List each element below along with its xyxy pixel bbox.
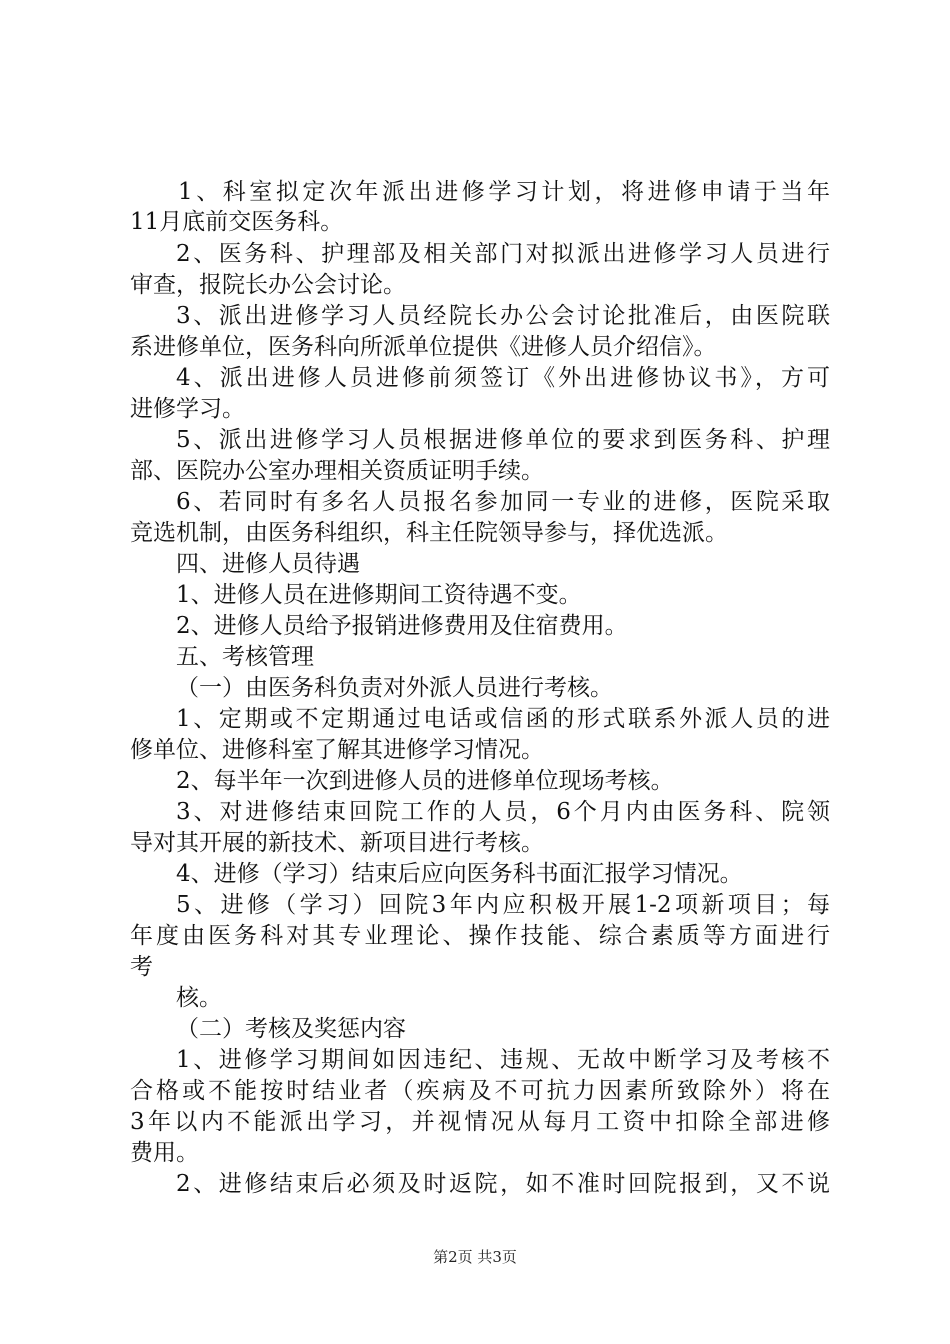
- section-heading: 四、进修人员待遇: [176, 551, 360, 577]
- paragraph-line: 竞选机制，由医务科组织，科主任院领导参与，择优选派。: [130, 520, 728, 546]
- paragraph-line: 部、医院办公室办理相关资质证明手续。: [130, 458, 544, 484]
- paragraph-line: 2、进修人员给予报销进修费用及住宿费用。: [176, 613, 628, 639]
- paragraph-line: 考: [130, 954, 153, 980]
- subsection-heading: （一）由医务科负责对外派人员进行考核。: [176, 675, 613, 701]
- paragraph-line: 年度由医务科对其专业理论、操作技能、综合素质等方面进行: [130, 923, 830, 949]
- subsection-heading: （二）考核及奖惩内容: [176, 1016, 406, 1042]
- paragraph-line: 4、派出进修人员进修前须签订《外出进修协议书》，方可: [176, 365, 830, 391]
- paragraph-line: 5、派出进修学习人员根据进修单位的要求到医务科、护理: [176, 427, 830, 453]
- section-heading: 五、考核管理: [176, 644, 314, 670]
- paragraph-line: 2、进修结束后必须及时返院，如不准时回院报到，又不说: [176, 1171, 830, 1197]
- paragraph-line: 6、若同时有多名人员报名参加同一专业的进修，医院采取: [176, 489, 830, 515]
- paragraph-line: 1、进修人员在进修期间工资待遇不变。: [176, 582, 582, 608]
- paragraph-line: 4、进修（学习）结束后应向医务科书面汇报学习情况。: [176, 861, 743, 887]
- paragraph-line: 5、进修（学习）回院3年内应积极开展1-2项新项目；每: [176, 892, 830, 918]
- paragraph-line: 核。: [176, 985, 222, 1011]
- paragraph-line: 费用。: [130, 1140, 199, 1166]
- paragraph-line: 导对其开展的新技术、新项目进行考核。: [130, 830, 544, 856]
- paragraph-line: 3、对进修结束回院工作的人员，6个月内由医务科、院领: [176, 799, 830, 825]
- paragraph-line: 1、科室拟定次年派出进修学习计划，将进修申请于当年: [178, 179, 830, 205]
- paragraph-line: 进修学习。: [130, 396, 245, 422]
- paragraph-line: 系进修单位，医务科向所派单位提供《进修人员介绍信》。: [130, 334, 717, 360]
- paragraph-line: 2、医务科、护理部及相关部门对拟派出进修学习人员进行: [176, 241, 830, 267]
- paragraph-line: 2、每半年一次到进修人员的进修单位现场考核。: [176, 768, 674, 794]
- paragraph-line: 1、进修学习期间如因违纪、违规、无故中断学习及考核不: [176, 1047, 830, 1073]
- paragraph-line: 1、定期或不定期通过电话或信函的形式联系外派人员的进: [176, 706, 830, 732]
- paragraph-line: 11月底前交医务科。: [130, 209, 344, 235]
- paragraph-line: 3、派出进修学习人员经院长办公会讨论批准后，由医院联: [176, 303, 830, 329]
- paragraph-line: 审查，报院长办公会讨论。: [130, 272, 406, 298]
- paragraph-line: 3年以内不能派出学习，并视情况从每月工资中扣除全部进修: [130, 1109, 830, 1135]
- paragraph-line: 修单位、进修科室了解其进修学习情况。: [130, 737, 544, 763]
- paragraph-line: 合格或不能按时结业者（疾病及不可抗力因素所致除外）将在: [130, 1078, 830, 1104]
- page-number: 第2页 共3页: [433, 1248, 517, 1266]
